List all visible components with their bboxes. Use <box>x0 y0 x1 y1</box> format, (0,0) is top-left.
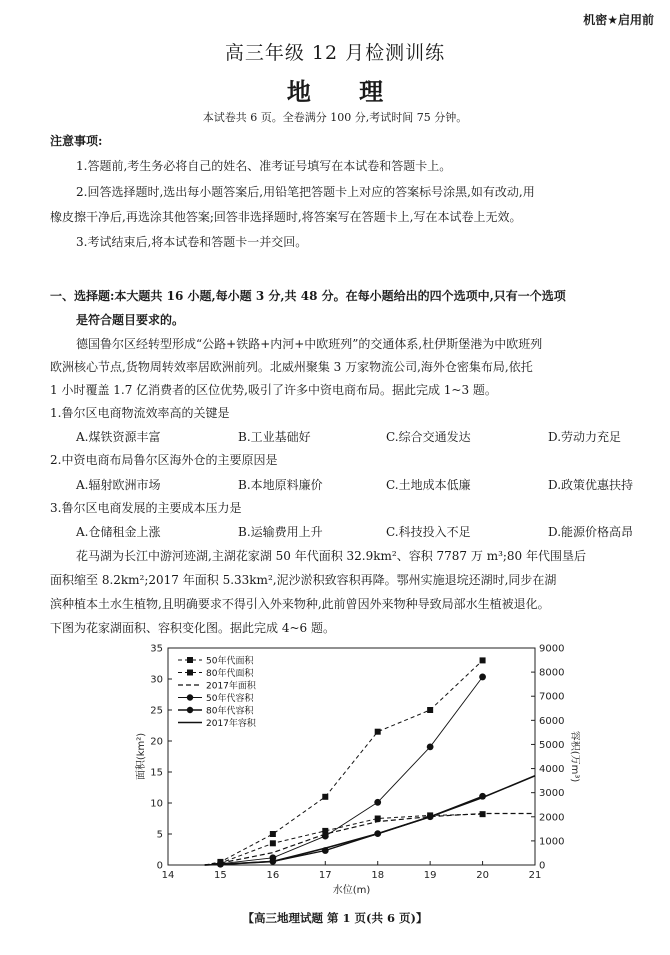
legend-marker-circle <box>187 707 193 713</box>
data-point-circle <box>479 674 486 681</box>
legend-label: 50年代容积 <box>206 694 254 704</box>
y-right-tick-label: 7000 <box>539 691 565 703</box>
passage2-line: 花马湖为长江中游河迹湖,主湖花家湖 50 年代面积 32.9km²、容积 7787 万 m³;80 年代围垦后 <box>76 549 587 563</box>
x-tick-label: 20 <box>476 870 489 881</box>
option-c: C.综合交通发达 <box>386 430 471 444</box>
x-tick-label: 14 <box>161 870 175 881</box>
option-c: C.土地成本低廉 <box>386 478 471 492</box>
notice-item: 1.答题前,考生务必将自己的姓名、准考证号填写在本试卷和答题卡上。 <box>76 159 452 173</box>
legend-label: 2017年容积 <box>206 719 256 729</box>
page-footer: 【高三地理试题 第 1 页(共 6 页)】 <box>242 911 428 925</box>
passage2-line: 下图为花家湖面积、容积变化图。据此完成 4~6 题。 <box>50 621 335 635</box>
y-right-tick-label: 6000 <box>539 715 565 727</box>
lake-area-volume-chart <box>120 640 580 902</box>
question-stem: 3.鲁尔区电商发展的主要成本压力是 <box>50 501 242 515</box>
y-left-tick-label: 5 <box>156 829 163 841</box>
data-point-square <box>375 729 381 735</box>
series-line-5 <box>205 796 483 865</box>
series-line-3 <box>205 814 535 866</box>
data-point-circle <box>322 833 329 840</box>
section-heading: 一、选择题:本大题共 16 小题,每小题 3 分,共 48 分。在每小题给出的四个选项中,只有一个选项 <box>50 289 566 303</box>
y-right-tick-label: 4000 <box>539 764 565 776</box>
data-point-square <box>322 794 328 800</box>
x-tick-label: 21 <box>528 870 542 881</box>
data-point-circle <box>374 799 381 806</box>
y-right-tick-label: 0 <box>539 860 546 872</box>
x-axis-label: 水位(m) <box>332 885 371 896</box>
option-b: B.本地原料廉价 <box>238 478 323 492</box>
y-right-tick-label: 2000 <box>539 812 565 824</box>
y-left-axis-label: 面积(km²) <box>136 732 147 781</box>
option-a: A.辐射欧洲市场 <box>76 478 161 492</box>
data-point-square <box>270 831 276 837</box>
y-left-tick-label: 0 <box>156 860 163 872</box>
legend-label: 80年代面积 <box>206 669 254 679</box>
question-stem: 2.中资电商布局鲁尔区海外仓的主要原因是 <box>50 453 278 467</box>
y-right-tick-label: 3000 <box>539 788 565 800</box>
y-right-tick-label: 5000 <box>539 739 565 751</box>
legend-label: 80年代容积 <box>206 706 254 717</box>
y-left-tick-label: 25 <box>150 705 163 717</box>
exam-title: 高三年级 12 月检测训练 <box>224 42 446 64</box>
y-left-tick-label: 15 <box>150 767 163 779</box>
legend-marker-square <box>187 657 193 663</box>
option-a: A.仓储租金上涨 <box>76 525 161 539</box>
y-left-tick-label: 35 <box>150 643 163 655</box>
y-left-tick-label: 10 <box>150 798 163 810</box>
passage1-line: 1 小时覆盖 1.7 亿消费者的区位优势,吸引了许多中资电商布局。据此完成 1~3 题。 <box>50 383 497 397</box>
x-tick-label: 16 <box>266 870 280 881</box>
subject-title: 地 理 <box>286 77 404 106</box>
x-tick-label: 17 <box>318 870 332 881</box>
section-heading-cont: 是符合题目要求的。 <box>76 313 185 327</box>
confidential-mark: 机密★启用前 <box>583 13 654 27</box>
notice-heading: 注意事项: <box>50 134 103 148</box>
data-point-circle <box>427 743 434 750</box>
option-a: A.煤铁资源丰富 <box>76 430 161 444</box>
passage1-line: 欧洲核心节点,货物周转效率居欧洲前列。北威州聚集 3 万家物流公司,海外仓密集布局,依托 <box>50 360 533 374</box>
data-point-square <box>270 840 276 846</box>
y-left-tick-label: 20 <box>150 736 163 748</box>
legend-label: 50年代面积 <box>206 656 254 667</box>
question-stem: 1.鲁尔区电商物流效率高的关键是 <box>50 406 230 420</box>
data-point-square <box>427 707 433 713</box>
series-line-4 <box>205 677 483 865</box>
y-right-axis-label: 容积(万m³) <box>569 730 580 783</box>
legend-marker-circle <box>187 694 193 700</box>
x-tick-label: 19 <box>423 870 437 881</box>
option-d: D.能源价格高昂 <box>548 525 634 539</box>
y-right-tick-label: 9000 <box>539 643 565 655</box>
exam-info: 本试卷共 6 页。全卷满分 100 分,考试时间 75 分钟。 <box>202 111 468 124</box>
data-point-square <box>480 657 486 663</box>
option-c: C.科技投入不足 <box>386 525 471 539</box>
notice-item: 橡皮擦干净后,再选涂其他答案;回答非选择题时,将答案写在答题卡上,写在本试卷上无效。 <box>50 210 522 224</box>
option-d: D.劳动力充足 <box>548 430 622 444</box>
notice-item: 3.考试结束后,将本试卷和答题卡一并交回。 <box>76 235 308 249</box>
notice-item: 2.回答选择题时,选出每小题答案后,用铅笔把答题卡上对应的答案标号涂黑,如有改动,用 <box>76 185 535 199</box>
x-tick-label: 18 <box>371 870 385 881</box>
y-left-tick-label: 30 <box>150 674 163 686</box>
data-point-square <box>375 816 381 822</box>
passage2-line: 面积缩至 8.2km²;2017 年面积 5.33km²,泥沙淤积致容积再降。鄂州实施退垸还湖时,同步在湖 <box>50 573 557 587</box>
y-right-tick-label: 1000 <box>539 836 565 848</box>
x-tick-label: 15 <box>214 870 227 881</box>
option-d: D.政策优惠扶持 <box>548 478 634 492</box>
y-right-tick-label: 8000 <box>539 667 565 679</box>
option-b: B.运输费用上升 <box>238 525 323 539</box>
passage1-line: 德国鲁尔区经转型形成“公路+铁路+内河+中欧班列”的交通体系,杜伊斯堡港为中欧班列 <box>76 337 543 351</box>
legend-marker-square <box>187 670 193 676</box>
passage2-line: 滨种植本土水生植物,且明确要求不得引入外来物种,此前曾因外来物种导致局部水生植被退化。 <box>50 597 550 611</box>
option-b: B.工业基础好 <box>238 430 311 444</box>
legend-label: 2017年面积 <box>206 681 256 692</box>
